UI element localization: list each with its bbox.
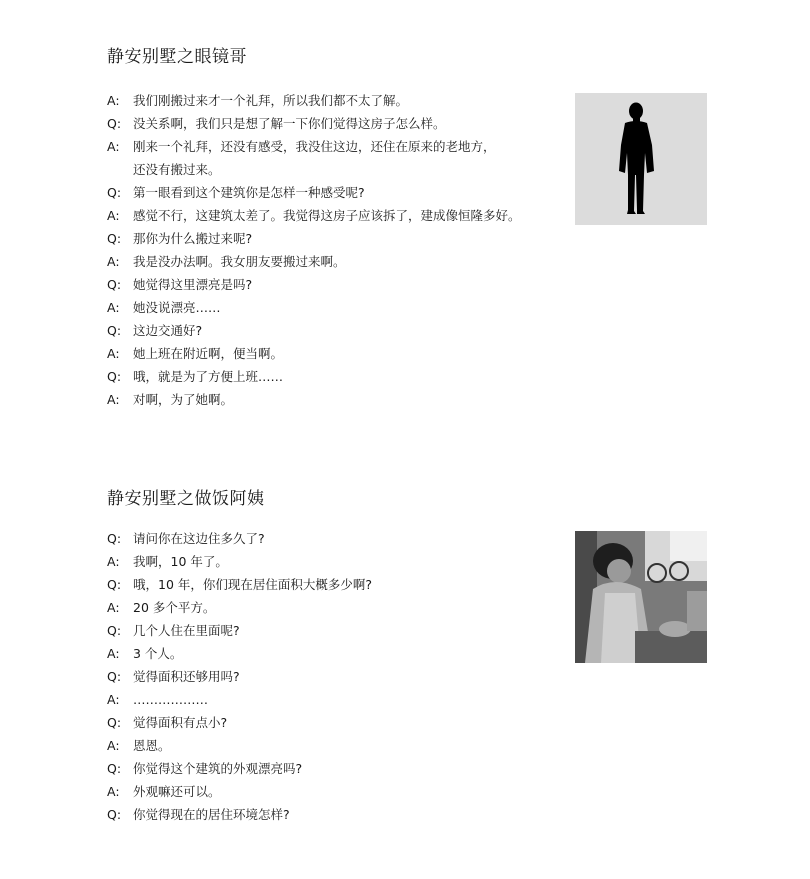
photo-scene-icon — [575, 531, 707, 663]
utterance-line: 觉得面积还够用吗? — [133, 669, 240, 684]
speaker-label: Q: — [107, 323, 122, 338]
utterance-line: 没关系啊，我们只是想了解一下你们觉得这房子怎么样。 — [133, 116, 446, 131]
utterance-line: 20 多个平方。 — [133, 600, 216, 615]
utterance-line: 我啊，10 年了。 — [133, 554, 228, 569]
utterance-text — [133, 296, 567, 319]
qa-row — [107, 596, 567, 619]
utterance-text — [133, 250, 567, 273]
utterance-line: 请问你在这边住多久了? — [133, 531, 265, 546]
qa-row — [107, 204, 567, 227]
utterance-text — [133, 227, 567, 250]
utterance-line: 对啊，为了她啊。 — [133, 392, 234, 407]
speaker-label: Q: — [107, 761, 122, 776]
utterance-line: 觉得面积有点小? — [133, 715, 228, 730]
utterance-text — [133, 688, 567, 711]
utterance-line: 你觉得这个建筑的外观漂亮吗? — [133, 761, 303, 776]
utterance-line: ……………… — [133, 692, 208, 707]
speaker-label: A: — [107, 554, 120, 569]
speaker-label: A: — [107, 208, 120, 223]
utterance-text — [133, 642, 567, 665]
utterance-line: 第一眼看到这个建筑你是怎样一种感受呢? — [133, 185, 365, 200]
utterance-text — [133, 135, 567, 181]
speaker-label: A: — [107, 254, 120, 269]
utterance-text — [133, 365, 567, 388]
qa-row — [107, 550, 567, 573]
qa-row — [107, 227, 567, 250]
utterance-text — [133, 757, 567, 780]
utterance-text — [133, 734, 567, 757]
qa-row — [107, 135, 567, 181]
speaker-label: A: — [107, 738, 120, 753]
utterance-text — [133, 665, 567, 688]
speaker-label: Q: — [107, 116, 122, 131]
utterance-line: 外观嘛还可以。 — [133, 784, 221, 799]
utterance-line: 几个人住在里面呢? — [133, 623, 240, 638]
utterance-text — [133, 550, 567, 573]
qa-row — [107, 319, 567, 342]
utterance-text — [133, 596, 567, 619]
utterance-text — [133, 527, 567, 550]
utterance-text — [133, 342, 567, 365]
utterance-text — [133, 319, 567, 342]
qa-row — [107, 181, 567, 204]
qa-row — [107, 342, 567, 365]
speaker-label: A: — [107, 300, 120, 315]
speaker-label: Q: — [107, 577, 122, 592]
utterance-text — [133, 803, 567, 826]
qa-row — [107, 527, 567, 550]
qa-row — [107, 757, 567, 780]
speaker-label: Q: — [107, 715, 122, 730]
qa-row — [107, 388, 567, 411]
speaker-label: Q: — [107, 807, 122, 822]
speaker-label: Q: — [107, 369, 122, 384]
qa-list — [107, 89, 567, 411]
utterance-text — [133, 204, 567, 227]
qa-row — [107, 296, 567, 319]
utterance-line: 3 个人。 — [133, 646, 183, 661]
utterance-line: 还没有搬过来。 — [133, 162, 221, 177]
utterance-line: 哦，就是为了方便上班…… — [133, 369, 284, 384]
utterance-line: 她没说漂亮…… — [133, 300, 221, 315]
qa-row — [107, 619, 567, 642]
qa-row — [107, 642, 567, 665]
utterance-line: 哦，10 年，你们现在居住面积大概多少啊? — [133, 577, 373, 592]
speaker-label: A: — [107, 139, 120, 154]
utterance-line: 她觉得这里漂亮是吗? — [133, 277, 253, 292]
section-title: 静安别墅之眼镜哥 — [107, 47, 247, 67]
utterance-text — [133, 711, 567, 734]
utterance-text — [133, 273, 567, 296]
cook-aunt-photo — [575, 531, 707, 663]
speaker-label: A: — [107, 392, 120, 407]
utterance-text — [133, 388, 567, 411]
utterance-line: 你觉得现在的居住环境怎样? — [133, 807, 290, 822]
utterance-line: 我是没办法啊。我女朋友要搬过来啊。 — [133, 254, 346, 269]
speaker-label: A: — [107, 646, 120, 661]
speaker-label: A: — [107, 784, 120, 799]
qa-row — [107, 365, 567, 388]
speaker-label: Q: — [107, 231, 122, 246]
qa-row — [107, 89, 567, 112]
utterance-line: 刚来一个礼拜，还没有感受，我没住这边，还住在原来的老地方， — [133, 139, 496, 154]
speaker-label: Q: — [107, 623, 122, 638]
silhouette-photo — [575, 93, 707, 225]
utterance-text — [133, 89, 567, 112]
qa-row — [107, 112, 567, 135]
speaker-label: A: — [107, 600, 120, 615]
man-silhouette-icon — [575, 93, 707, 225]
speaker-label: Q: — [107, 531, 122, 546]
utterance-line: 这边交通好? — [133, 323, 203, 338]
utterance-text — [133, 181, 567, 204]
qa-row — [107, 273, 567, 296]
speaker-label: Q: — [107, 669, 122, 684]
utterance-line: 那你为什么搬过来呢? — [133, 231, 253, 246]
qa-row — [107, 688, 567, 711]
speaker-label: Q: — [107, 185, 122, 200]
speaker-label: Q: — [107, 277, 122, 292]
utterance-text — [133, 619, 567, 642]
section-title: 静安别墅之做饭阿姨 — [107, 489, 265, 509]
qa-row — [107, 734, 567, 757]
qa-row — [107, 250, 567, 273]
utterance-line: 感觉不行，这建筑太差了。我觉得这房子应该拆了，建成像恒隆多好。 — [133, 208, 521, 223]
speaker-label: A: — [107, 692, 120, 707]
qa-row — [107, 573, 567, 596]
qa-row — [107, 711, 567, 734]
qa-list — [107, 527, 567, 826]
utterance-text — [133, 112, 567, 135]
utterance-line: 恩恩。 — [133, 738, 171, 753]
utterance-text — [133, 573, 567, 596]
qa-row — [107, 803, 567, 826]
speaker-label: A: — [107, 346, 120, 361]
utterance-line: 她上班在附近啊，便当啊。 — [133, 346, 284, 361]
qa-row — [107, 780, 567, 803]
speaker-label: A: — [107, 93, 120, 108]
utterance-text — [133, 780, 567, 803]
qa-row — [107, 665, 567, 688]
utterance-line: 我们刚搬过来才一个礼拜，所以我们都不太了解。 — [133, 93, 409, 108]
